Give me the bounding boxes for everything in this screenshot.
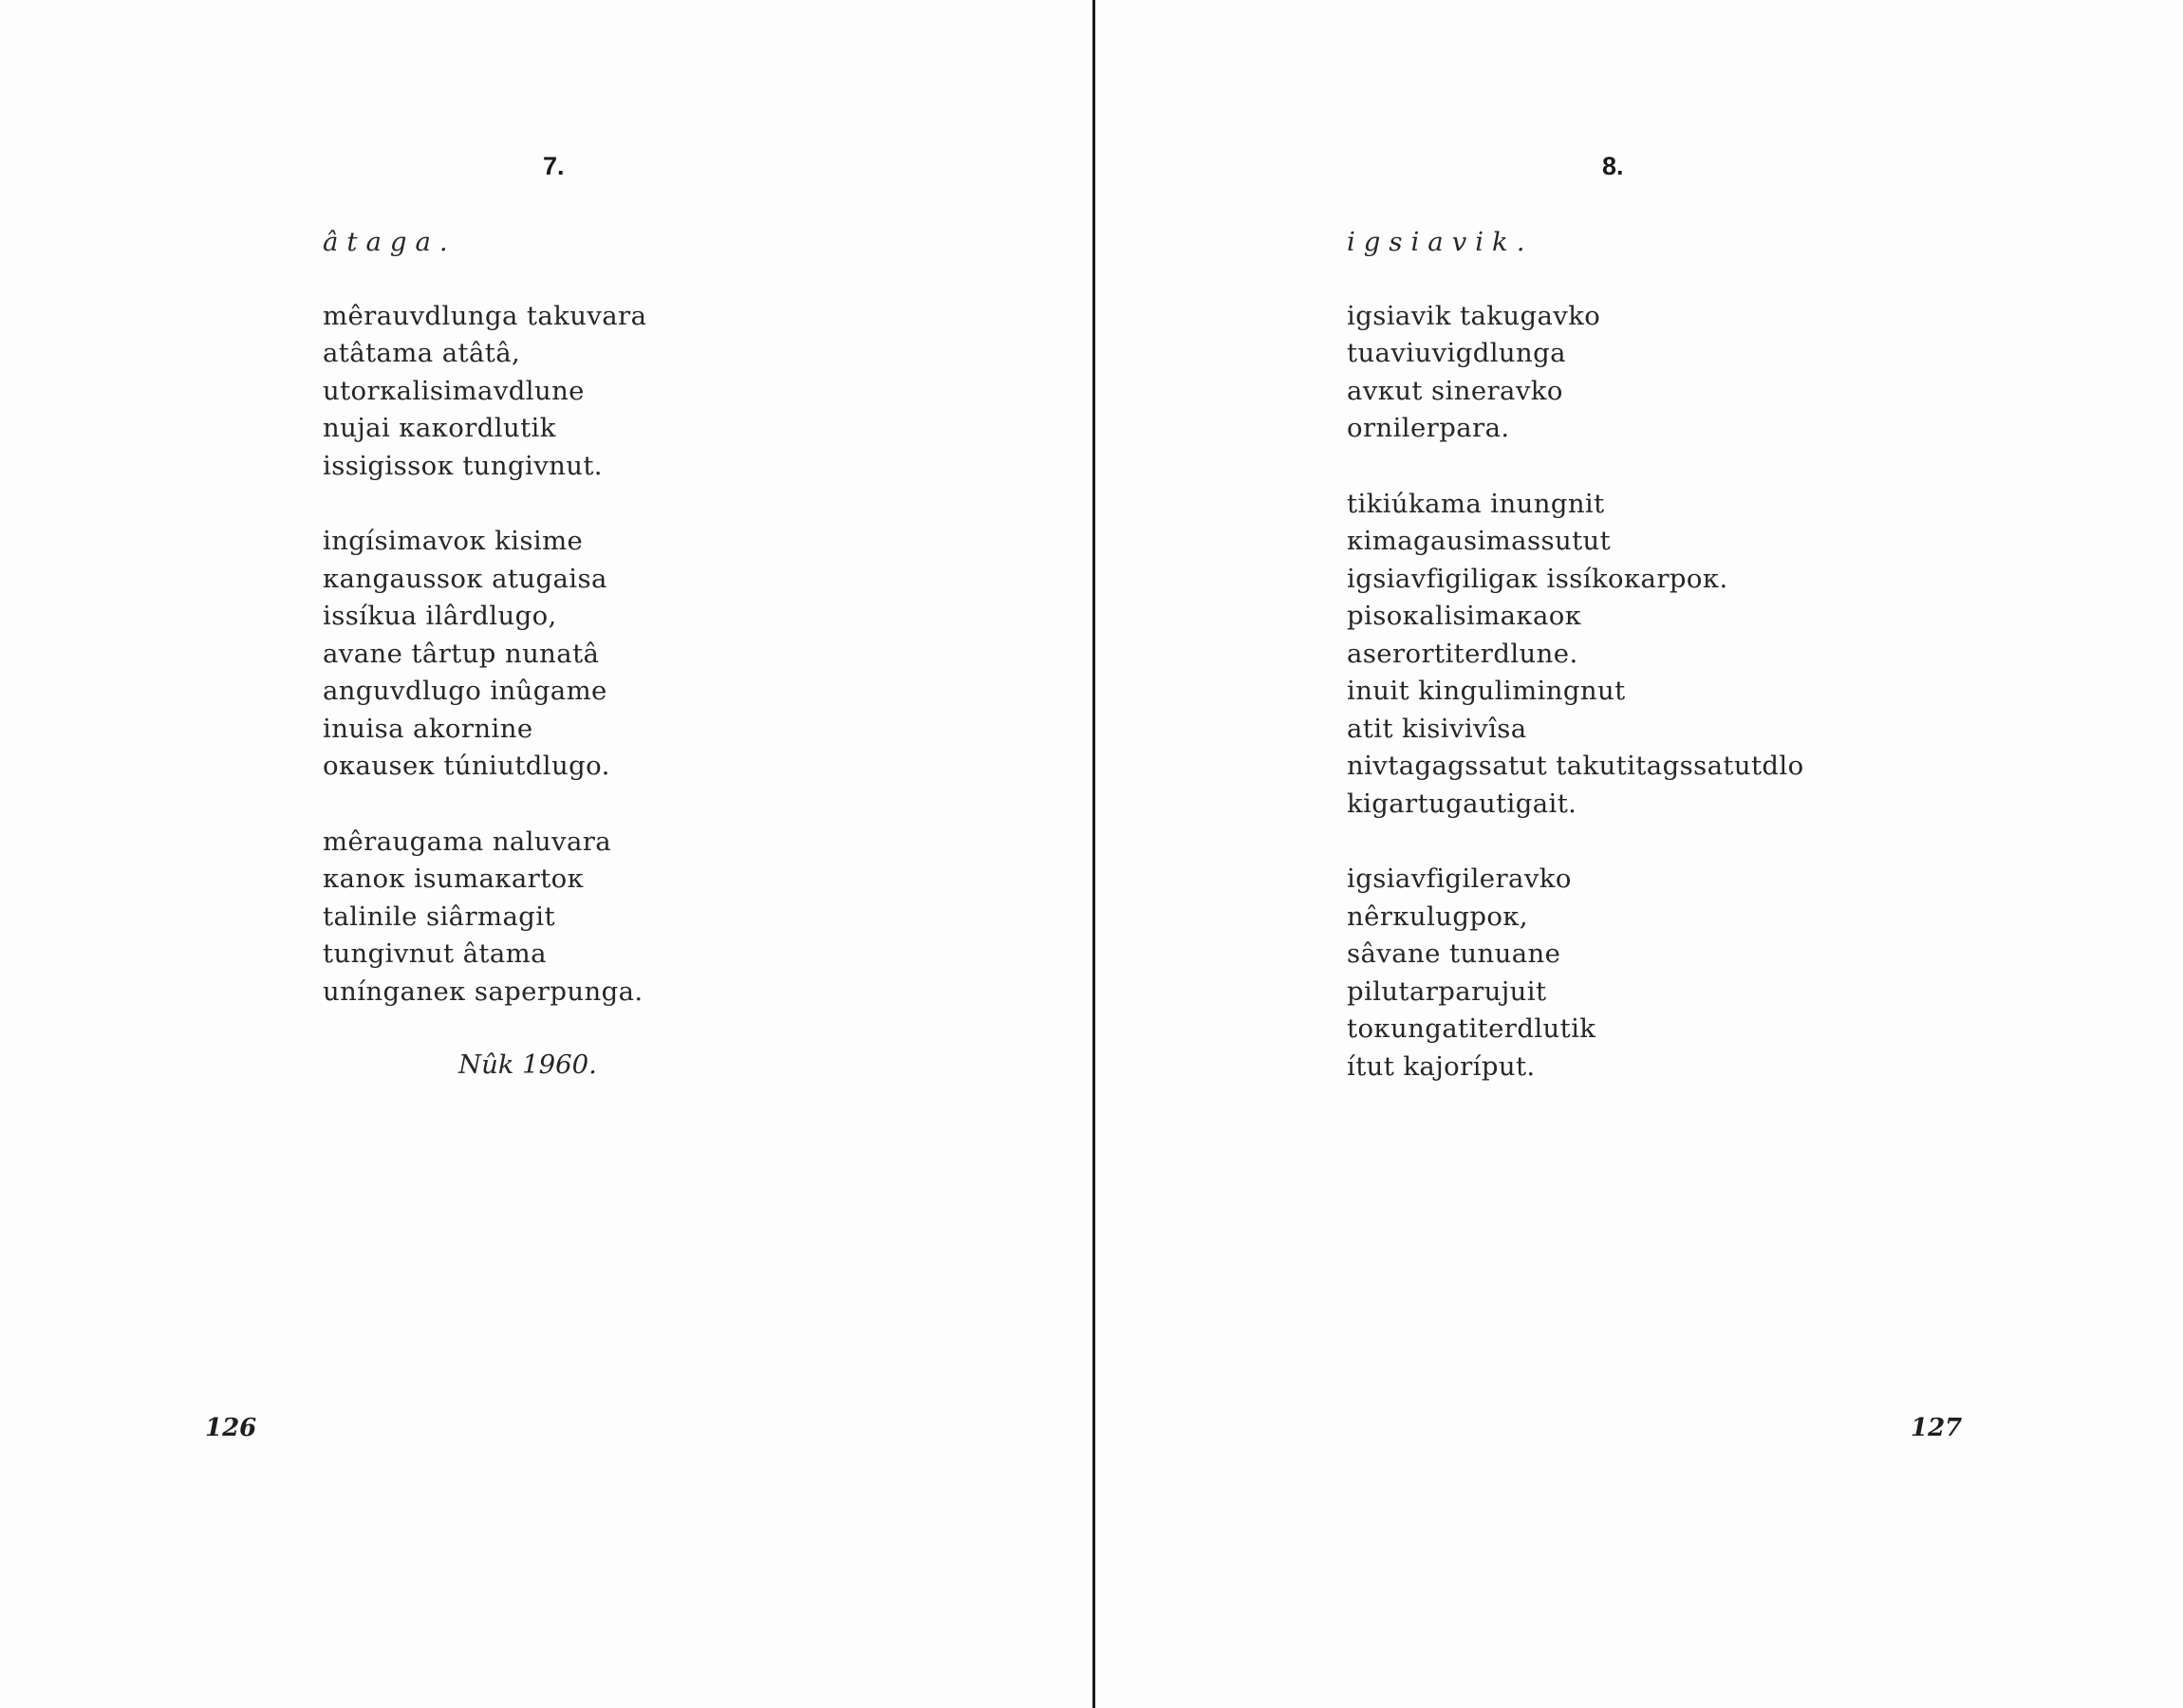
stanza-3 [323, 824, 854, 1012]
poem-line: ingísimavoк kisime [323, 526, 584, 556]
poem-title: âtaga. [323, 227, 457, 257]
poem-line: atit kisivivîsa [1347, 713, 1527, 744]
poem-line: avane târtup nunatâ [323, 638, 600, 669]
poem-line: tikiúkama inungnit [1347, 488, 1605, 519]
poem-line: кimagausimassutut [1347, 526, 1612, 556]
poem-line: ornilerpara. [1347, 413, 1510, 443]
poem-line: igsiavfigiligaк issíkoкarpoк. [1347, 563, 1728, 594]
poem-line: ítut kajoríput. [1347, 1050, 1536, 1082]
poem-line: inuisa akornine [323, 713, 533, 744]
poem-line: talinile siârmagit [323, 900, 555, 932]
poem-number: 7. [543, 152, 565, 180]
poem-line: tuaviuvigdlunga [1347, 338, 1566, 368]
poem-line: kigartugautigait. [1347, 788, 1577, 819]
poem-line: igsiavfigileravko [1347, 863, 1572, 894]
poem-8 [1347, 224, 1935, 1123]
book-gutter [1092, 0, 1095, 1708]
poem-line: mêrauvdlunga takuvara [323, 300, 647, 331]
stanza-1 [1347, 298, 1935, 448]
poem-line: pisoкalisimaкaoк [1347, 601, 1582, 631]
stanza-2 [323, 523, 854, 786]
poem-number: 8. [1602, 152, 1624, 180]
stanza-3 [1347, 861, 1935, 1086]
poem-line: igsiavik takugavko [1347, 300, 1601, 331]
place-date: Nûk 1960. [458, 1049, 597, 1080]
poem-7 [323, 224, 854, 1085]
poem-line: avкut sineravko [1347, 375, 1563, 406]
poem-line: issíkua ilârdlugo, [323, 601, 557, 631]
stanza-2 [1347, 486, 1935, 824]
poem-line: sâvane tunuane [1347, 938, 1561, 969]
poem-line: nujai кaкordlutik [323, 413, 556, 443]
poem-title: igsiavik. [1347, 227, 1534, 257]
stanza-1 [323, 298, 854, 486]
page-number: 126 [205, 1414, 257, 1442]
poem-line: anguvdlugo inûgame [323, 676, 607, 706]
poem-line: кangaussoк atugaisa [323, 563, 607, 594]
poem-line: pilutarparujuit [1347, 975, 1547, 1007]
poem-line: inuit kingulimingnut [1347, 676, 1626, 706]
poem-line: кanoк isumaкartoк [323, 863, 585, 894]
page-number: 127 [1911, 1414, 1963, 1442]
poem-line: tungivnut âtama [323, 938, 547, 969]
poem-line: issigissoк tungivnut. [323, 450, 603, 481]
poem-line: utorкalisimavdlune [323, 375, 585, 406]
poem-line: mêraugama naluvara [323, 826, 612, 857]
poem-line: nêrкulugpoк, [1347, 900, 1529, 932]
right-page [1096, 0, 2183, 1708]
poem-line: aserortiterdlune. [1347, 638, 1578, 669]
poem-line: nivtagagssatut takutitagssatutdlo [1347, 751, 1804, 781]
poem-line: atâtama atâtâ, [323, 338, 521, 368]
poem-line: toкungatiterdlutik [1347, 1013, 1596, 1044]
poem-line: oкauseк túniutdlugo. [323, 751, 610, 781]
poem-line: unínganeк saperpunga. [323, 975, 644, 1007]
